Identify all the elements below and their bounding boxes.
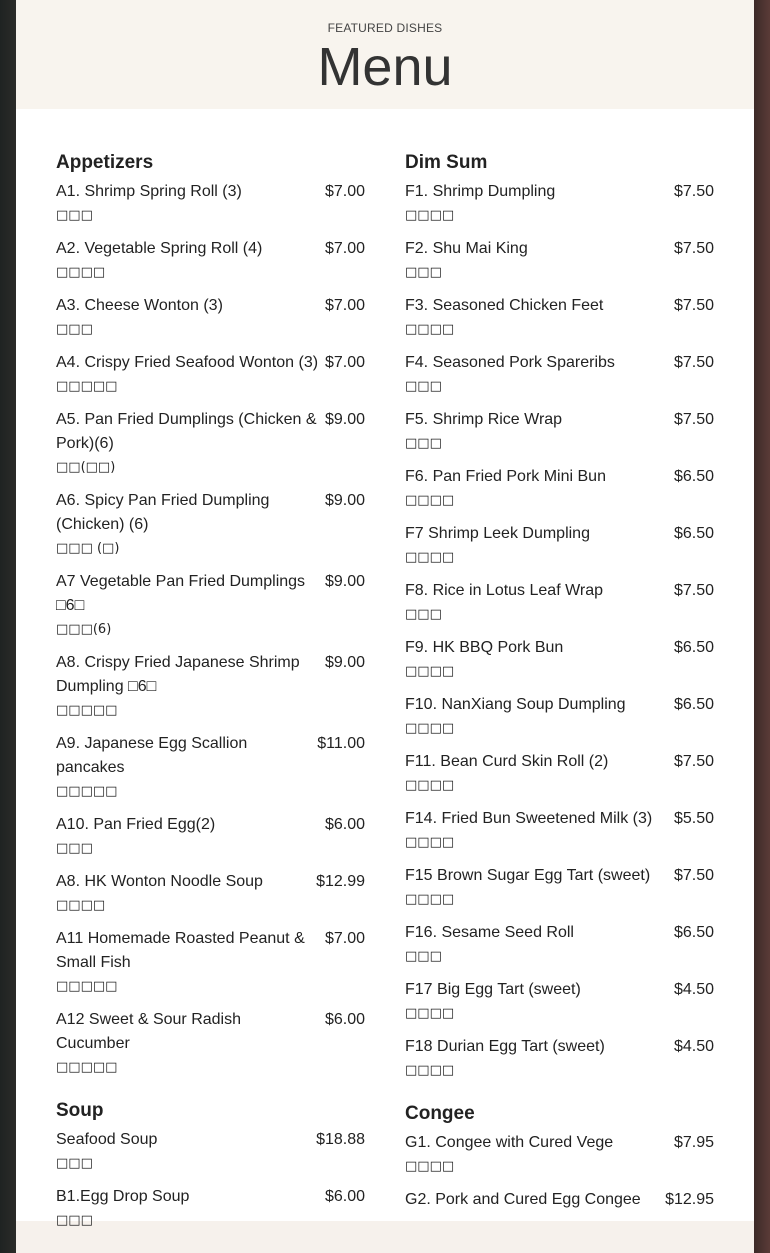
item-chinese-name: □□□□: [405, 1159, 455, 1174]
item-price: $7.00: [324, 354, 365, 371]
menu-hero: [16, 0, 754, 109]
menu-item-row: [405, 579, 714, 603]
menu-item-row: [405, 237, 714, 261]
menu-item: [405, 693, 714, 741]
item-name: F2. Shu Mai King: [405, 240, 528, 257]
menu-item: [405, 579, 714, 627]
item-price: $12.99: [316, 873, 365, 890]
menu-item-row: [405, 1035, 714, 1059]
item-price: $6.50: [673, 525, 714, 542]
menu-item-row: [405, 693, 714, 717]
item-price: $7.00: [324, 930, 365, 947]
menu-item: [56, 1128, 365, 1176]
item-name: F16. Sesame Seed Roll: [405, 924, 574, 941]
item-name: F1. Shrimp Dumpling: [405, 183, 556, 200]
item-chinese-name: □□□□: [405, 835, 455, 850]
menu-item-row: [56, 351, 365, 375]
menu-item-row: [56, 570, 365, 618]
menu-item: [56, 1008, 365, 1080]
item-name: A1. Shrimp Spring Roll (3): [56, 183, 242, 200]
item-chinese-name: □□□: [405, 436, 442, 451]
menu-item-row: [56, 927, 365, 975]
item-chinese-name: □□□□: [405, 1006, 455, 1021]
menu-item: [405, 636, 714, 684]
item-price: $9.00: [324, 411, 365, 428]
item-chinese-name: □□□ (□): [56, 541, 120, 556]
item-chinese-name: □□□□: [405, 1063, 455, 1078]
menu-item-row: [56, 1128, 365, 1152]
item-price: $6.50: [673, 468, 714, 485]
menu-item-row: [405, 750, 714, 774]
item-name: A5. Pan Fried Dumplings (Chicken & Pork)(6): [56, 411, 317, 452]
item-price: $12.95: [665, 1191, 714, 1208]
menu-item: [405, 180, 714, 228]
item-chinese-name: □□□: [56, 208, 93, 223]
item-name: G2. Pork and Cured Egg Congee: [405, 1191, 641, 1208]
menu-item-row: [56, 294, 365, 318]
menu-item-row: [56, 870, 365, 894]
menu-item: [56, 651, 365, 723]
item-name: A6. Spicy Pan Fried Dumpling (Chicken) (6): [56, 492, 270, 533]
item-chinese-name: □□□□: [56, 898, 106, 913]
item-name: A7 Vegetable Pan Fried Dumplings □6□: [56, 573, 306, 614]
item-price: $7.50: [673, 582, 714, 599]
item-chinese-name: □□□: [56, 1156, 93, 1171]
menu-item: [56, 570, 365, 642]
item-price: $6.00: [324, 816, 365, 833]
item-chinese-name: □□□□□: [56, 1060, 118, 1075]
section-title: Appetizers: [56, 152, 154, 173]
item-chinese-name: □□□□: [405, 208, 455, 223]
menu-item-row: [405, 921, 714, 945]
item-name: F6. Pan Fried Pork Mini Bun: [405, 468, 606, 485]
menu-item-row: [405, 294, 714, 318]
item-chinese-name: □□□□: [56, 265, 106, 280]
menu-item: [405, 807, 714, 855]
item-price: $7.50: [673, 297, 714, 314]
item-price: $7.50: [673, 411, 714, 428]
menu-item: [405, 351, 714, 399]
item-chinese-name: □□□□□: [56, 784, 118, 799]
item-name: F8. Rice in Lotus Leaf Wrap: [405, 582, 604, 599]
menu-item: [56, 1185, 365, 1233]
item-price: $5.50: [673, 810, 714, 827]
menu-item: [405, 294, 714, 342]
item-chinese-name: □□□□: [405, 721, 455, 736]
item-price: $7.50: [673, 354, 714, 371]
item-name: F11. Bean Curd Skin Roll (2): [405, 753, 609, 770]
menu-item: [56, 813, 365, 861]
menu-section: [405, 1103, 714, 1212]
menu-item: [56, 351, 365, 399]
item-chinese-name: □□□□: [405, 493, 455, 508]
section-title: Congee: [405, 1103, 475, 1124]
item-name: F5. Shrimp Rice Wrap: [405, 411, 563, 428]
menu-item: [56, 294, 365, 342]
item-name: F10. NanXiang Soup Dumpling: [405, 696, 626, 713]
item-chinese-name: □□□□: [405, 892, 455, 907]
item-chinese-name: □□□□□: [56, 979, 118, 994]
item-price: $7.50: [673, 183, 714, 200]
item-name: F4. Seasoned Pork Spareribs: [405, 354, 615, 371]
menu-item-row: [405, 1131, 714, 1155]
item-name: A9. Japanese Egg Scallion pancakes: [56, 735, 248, 776]
item-name: F18 Durian Egg Tart (sweet): [405, 1038, 605, 1055]
menu-item-row: [56, 408, 365, 456]
menu-item: [56, 408, 365, 480]
menu-item: [405, 465, 714, 513]
menu-section: [405, 152, 714, 1083]
item-name: A11 Homemade Roasted Peanut & Small Fish: [56, 930, 305, 971]
item-name: F14. Fried Bun Sweetened Milk (3): [405, 810, 653, 827]
item-price: $7.00: [324, 240, 365, 257]
menu-item-row: [56, 813, 365, 837]
item-chinese-name: □□□: [56, 841, 93, 856]
menu-item-row: [56, 1008, 365, 1056]
item-chinese-name: □□□: [405, 379, 442, 394]
item-chinese-name: □□□□: [405, 322, 455, 337]
item-name: B1.Egg Drop Soup: [56, 1188, 190, 1205]
menu-item: [405, 1188, 714, 1212]
menu-item: [405, 522, 714, 570]
item-name: F3. Seasoned Chicken Feet: [405, 297, 604, 314]
menu-item: [405, 408, 714, 456]
item-price: $11.00: [317, 735, 365, 752]
menu-item-row: [56, 180, 365, 204]
menu-item-row: [405, 978, 714, 1002]
item-chinese-name: □□□: [405, 949, 442, 964]
menu-item: [405, 921, 714, 969]
item-price: $9.00: [324, 654, 365, 671]
item-chinese-name: □□□□: [405, 778, 455, 793]
menu-item: [405, 1131, 714, 1179]
item-chinese-name: □□□: [56, 1213, 93, 1228]
item-price: $6.00: [324, 1188, 365, 1205]
item-chinese-name: □□□□: [405, 550, 455, 565]
item-price: $6.50: [673, 696, 714, 713]
menu-item-row: [405, 465, 714, 489]
item-name: A8. Crispy Fried Japanese Shrimp Dumpling □6□: [56, 654, 300, 695]
page-title: Menu: [317, 37, 453, 97]
item-name: A12 Sweet & Sour Radish Cucumber: [56, 1011, 241, 1052]
item-chinese-name: □□□□□: [56, 379, 118, 394]
item-price: $6.50: [673, 924, 714, 941]
item-name: G1. Congee with Cured Vege: [405, 1134, 614, 1151]
section-title: Dim Sum: [405, 152, 488, 173]
item-name: A8. HK Wonton Noodle Soup: [56, 873, 263, 890]
menu-item: [405, 1035, 714, 1083]
item-price: $7.50: [673, 753, 714, 770]
item-price: $4.50: [673, 1038, 714, 1055]
menu-item-row: [405, 408, 714, 432]
item-name: A4. Crispy Fried Seafood Wonton (3): [56, 354, 319, 371]
item-chinese-name: □□□□□: [56, 703, 118, 718]
item-name: F7 Shrimp Leek Dumpling: [405, 525, 590, 542]
item-name: F17 Big Egg Tart (sweet): [405, 981, 581, 998]
menu-item: [56, 927, 365, 999]
item-name: F15 Brown Sugar Egg Tart (sweet): [405, 867, 651, 884]
menu-item: [56, 732, 365, 804]
item-price: $7.00: [324, 297, 365, 314]
menu-item-row: [405, 864, 714, 888]
menu-item-row: [56, 1185, 365, 1209]
menu-item: [405, 237, 714, 285]
menu-item: [405, 750, 714, 798]
item-price: $7.00: [324, 183, 365, 200]
item-price: $6.50: [673, 639, 714, 656]
menu-column-left: [56, 152, 365, 1253]
item-name: F9. HK BBQ Pork Bun: [405, 639, 564, 656]
item-chinese-name: □□□(6): [56, 622, 112, 637]
item-chinese-name: □□□: [405, 265, 442, 280]
featured-dishes-label: FEATURED DISHES: [327, 21, 443, 35]
menu-item-row: [405, 180, 714, 204]
item-price: $7.95: [673, 1134, 714, 1151]
menu-item: [56, 489, 365, 561]
item-name: A10. Pan Fried Egg(2): [56, 816, 216, 833]
item-price: $6.00: [324, 1011, 365, 1028]
menu-section: [56, 1100, 365, 1233]
menu-item-row: [56, 237, 365, 261]
menu-page: [16, 0, 754, 1228]
menu-column-right: [405, 152, 714, 1232]
item-chinese-name: □□□□: [405, 664, 455, 679]
menu-item-row: [56, 651, 365, 699]
menu-section: [56, 152, 365, 1080]
item-price: $9.00: [324, 573, 365, 590]
item-price: $18.88: [316, 1131, 365, 1148]
item-chinese-name: □□□: [405, 607, 442, 622]
item-name: A2. Vegetable Spring Roll (4): [56, 240, 263, 257]
menu-item-row: [56, 489, 365, 537]
menu-item-row: [405, 351, 714, 375]
menu-item-row: [405, 1188, 714, 1212]
menu-item: [405, 978, 714, 1026]
item-chinese-name: □□(□□): [56, 460, 116, 475]
menu-item-row: [405, 636, 714, 660]
item-name: A3. Cheese Wonton (3): [56, 297, 223, 314]
item-name: Seafood Soup: [56, 1131, 158, 1148]
menu-item: [56, 180, 365, 228]
menu-item-row: [405, 522, 714, 546]
menu-item-row: [56, 732, 365, 780]
item-price: $7.50: [673, 867, 714, 884]
menu-item: [56, 237, 365, 285]
section-title: Soup: [56, 1100, 104, 1121]
item-price: $4.50: [673, 981, 714, 998]
item-price: $7.50: [673, 240, 714, 257]
menu-item: [405, 864, 714, 912]
menu-item-row: [405, 807, 714, 831]
item-chinese-name: □□□: [56, 322, 93, 337]
menu-item: [56, 870, 365, 918]
item-price: $9.00: [324, 492, 365, 509]
